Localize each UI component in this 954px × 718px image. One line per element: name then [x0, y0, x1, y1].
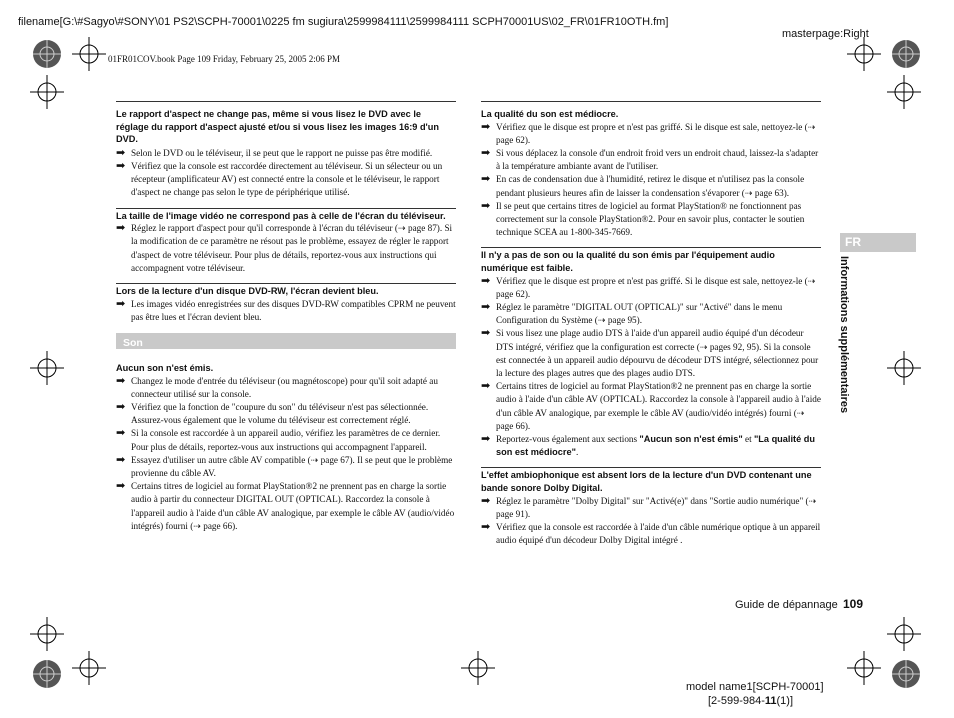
arrow-icon: ➡: [116, 401, 126, 413]
bullet-item: [116, 427, 456, 453]
filename-line: filename[G:\#Sagyo\#SONY\01 PS2\SCPH-70001\0225 fm sugiura\2599984111\2599984111 SCPH70001US\02_FR\01FR10OTH.fm]: [18, 16, 669, 28]
arrow-icon: ➡: [481, 380, 491, 393]
section-rule: [116, 101, 456, 102]
arrow-icon: ➡: [481, 494, 491, 507]
bullet-item: [116, 160, 456, 200]
section-bar-son: [116, 333, 456, 349]
bullet-item: [481, 521, 821, 547]
bullet-text: Essayez d'utiliser un autre câble AV compatible (⇢ page 67). Il se peut que le problème provienne du câble AV.: [131, 454, 453, 479]
page-number: 109: [843, 597, 864, 611]
left-column: [116, 101, 456, 533]
section-heading: Le rapport d'aspect ne change pas, même si vous lisez le DVD avec le réglage du rapport d'aspect ajusté et/ou si vous lisez les images 16:9 d'un DVD.: [116, 109, 439, 145]
bullet-item: [481, 301, 821, 327]
bullet-text: Vérifiez que la console est raccordée à l'aide d'un câble numérique optique à un appareil audio équipé d'un décodeur Dolby Digital intégré .: [496, 522, 821, 546]
bullet-text: Vérifiez que la console est raccordée directement au téléviseur. Si un sélecteur ou un récepteur (amplificateur AV) est connecté entre la console et le téléviseur, le rapport d'aspect ne change pas selon le type de périphérique utilisé.: [131, 160, 443, 198]
arrow-icon: ➡: [116, 453, 126, 466]
bullet-text: Si vous lisez une plage audio DTS à l'aide d'un appareil audio équipé d'un décodeur DTS intégré, vérifiez que la configuration est correcte (⇢ pages 92, 95). Si la console est connectée à un appareil audio dépourvu de décodeur DTS intégré, sélectionnez pour la lecture des plages autres que des plages audio DTS.: [496, 328, 819, 379]
bullet-text: Certains titres de logiciel au format PlayStation®2 ne prennent pas en charge la sortie audio à l'aide d'un câble AV (OPTICAL). Raccordez la console à l'appareil audio à l'aide d'un câble AV analogique, par exemple le câble AV (audio/vidéo intégrés) fourni (⇢ page 66).: [496, 381, 821, 431]
section-heading: Lors de la lecture d'un disque DVD-RW, l'écran devient bleu.: [116, 286, 379, 296]
bullet-item: [481, 433, 821, 459]
arrow-icon: ➡: [481, 327, 491, 340]
section-rule: [116, 208, 456, 209]
bullet-text: Si la console est raccordée à un appareil audio, vérifiez les paramètres de ce dernier. Pour plus de détails, reportez-vous aux instructions qui accompagnent l'appareil.: [131, 428, 441, 452]
arrow-icon: ➡: [116, 427, 126, 440]
bullet-text: En cas de condensation due à l'humidité, retirez le disque et n'utilisez pas la console pendant plusieurs heures afin de laisser la condensation s'évaporer (⇢ page 63).: [496, 174, 805, 198]
page-ref-icon: ⇢: [397, 223, 406, 234]
masterpage-label: masterpage:Right: [782, 28, 869, 40]
bullet-text: Vérifiez que le disque est propre et n'est pas griffé. Si le disque est sale, nettoyez-le (⇢ page 62).: [496, 275, 816, 299]
bullet-text: Vérifiez que le disque est propre et n'est pas griffé. Si le disque est sale, nettoyez-le (⇢ page 62).: [496, 121, 816, 145]
halftone-target-bl: [33, 660, 61, 688]
bullet-item: [116, 454, 456, 480]
bullet-text: Si vous déplacez la console d'un endroit froid vers un endroit chaud, laissez-la s'adapter à la température ambiante avant de l'utiliser.: [496, 148, 819, 172]
bullet-item: [481, 200, 821, 240]
bullet-item: [481, 275, 821, 301]
section-rule: [481, 101, 821, 102]
right-column: [481, 101, 821, 547]
arrow-icon: ➡: [481, 147, 491, 159]
bullet-item: [116, 401, 456, 427]
section-heading: La qualité du son est médiocre.: [481, 109, 619, 119]
arrow-icon: ➡: [481, 521, 491, 534]
bullet-text: Vérifiez que la fonction de "coupure du son" du téléviseur n'est pas sélectionnée. Assurez-vous également que le volume du téléviseur est correctement réglé.: [131, 402, 429, 426]
page-ref-icon: ⇢: [744, 187, 753, 198]
side-section-text: Informations supplémentaires: [838, 256, 850, 414]
book-info-line: 01FR01COV.book Page 109 Friday, February 25, 2005 2:06 PM: [108, 54, 341, 64]
arrow-icon: ➡: [116, 222, 126, 235]
bullet-item: [116, 222, 456, 275]
section-rule: [481, 247, 821, 248]
bullet-text: Réglez le rapport d'aspect pour qu'il corresponde à l'écran du téléviseur (⇢ page 87). Si la modification de ce paramètre ne résout pas le problème, essayez de régler le rapport d'aspect de votre téléviseur. Pour plus de détails, reportez-vous aux instructions qui accompagnent votre téléviseur.: [131, 223, 453, 273]
footer-section-name: Guide de dépannage: [735, 599, 838, 611]
page-ref-icon: ⇢: [310, 454, 319, 465]
crosshair-mark-tr-b: [887, 75, 921, 109]
crosshair-mark-tl-a: [30, 75, 64, 109]
bullet-text: Selon le DVD ou le téléviseur, il se peut que le rapport ne puisse pas être modifié.: [131, 147, 433, 158]
cross-reference-link[interactable]: "La qualité du son est médiocre": [496, 434, 815, 458]
arrow-icon: ➡: [481, 433, 491, 446]
crosshair-mark-bl-a: [30, 617, 64, 651]
arrow-icon: ➡: [481, 199, 491, 212]
section-heading: La taille de l'image vidéo ne correspond pas à celle de l'écran du téléviseur.: [116, 210, 446, 221]
page-ref-icon: ⇢: [807, 275, 816, 286]
arrow-icon: ➡: [116, 297, 126, 310]
crosshair-mark-br-a: [847, 651, 881, 685]
bullet-text: Certains titres de logiciel au format PlayStation®2 ne prennent pas en charge la sortie audio à partir du connecteur DIGITAL OUT (OPTICAL). Raccordez la console à l'appareil audio à l'aide d'un câble AV analogique, par exemple le câble AV (audio/vidéo intégrés) fourni (⇢ page 66).: [131, 481, 455, 531]
section-heading: Il n'y a pas de son ou la qualité du son émis par l'équipement audio numérique est faible.: [481, 250, 775, 274]
arrow-icon: ➡: [481, 120, 491, 133]
arrow-icon: ➡: [481, 274, 491, 287]
halftone-target-tr: [892, 40, 920, 68]
model-code-line: [2-599-984-11(1)]: [708, 695, 794, 707]
page-ref-icon: ⇢: [193, 520, 201, 531]
page-ref-icon: ⇢: [808, 495, 817, 506]
model-name-line: model name1[SCPH-70001]: [686, 681, 824, 693]
crosshair-mark-br-b: [887, 617, 921, 651]
crosshair-mark-tr-a: [847, 37, 881, 71]
bullet-item: [116, 298, 456, 324]
crosshair-mark-tl-b: [72, 37, 106, 71]
page-ref-icon: ⇢: [597, 315, 606, 326]
section-rule: [116, 283, 456, 284]
bullet-item: [481, 380, 821, 433]
bullet-item: [116, 480, 456, 533]
arrow-icon: ➡: [116, 374, 126, 387]
section-rule: [481, 467, 821, 468]
bullet-item: [481, 327, 821, 380]
bullet-item: [116, 375, 456, 401]
arrow-icon: ➡: [481, 301, 491, 314]
crosshair-mark-bc: [461, 651, 495, 685]
side-section-label: [836, 256, 854, 436]
section-heading: L'effet ambiophonique est absent lors de la lecture d'un DVD contenant une bande sonore Dolby Digital.: [481, 470, 812, 494]
bullet-text: Il se peut que certains titres de logiciel au format PlayStation® ne fonctionnent pas correctement sur la console PlayStation®2. Pour en savoir plus, contacter le soutien technique SCEA au 1-800-345-7669.: [496, 200, 805, 238]
halftone-target-br: [892, 660, 920, 688]
section-bar-title: Son: [123, 337, 143, 349]
language-tab: [840, 233, 916, 252]
page-ref-icon: ⇢: [807, 121, 816, 132]
bullet-item: [481, 121, 821, 147]
bullet-text: Réglez le paramètre "DIGITAL OUT (OPTICAL)" sur "Activé" dans le menu Configuration du Système (⇢ page 95).: [496, 302, 783, 326]
bullet-text: Réglez le paramètre "Dolby Digital" sur "Activé(e)" dans "Sortie audio numérique" (⇢ page 91).: [496, 495, 817, 519]
bullet-item: [481, 147, 821, 173]
bullet-text: Reportez-vous également aux sections "Aucun son n'est émis" et "La qualité du son est médiocre".: [496, 434, 815, 458]
cross-reference-link[interactable]: "Aucun son n'est émis": [639, 434, 743, 445]
crosshair-mark-ml: [30, 351, 64, 385]
arrow-icon: ➡: [116, 146, 126, 159]
bullet-text: Changez le mode d'entrée du téléviseur (ou magnétoscope) pour qu'il soit adapté au connecteur utilisé sur la console.: [131, 375, 438, 399]
halftone-target-tl: [33, 40, 61, 68]
crosshair-mark-bl-b: [72, 651, 106, 685]
bullet-item: [481, 495, 821, 521]
bullet-item: [481, 173, 821, 199]
arrow-icon: ➡: [116, 480, 126, 493]
language-tab-label: FR: [845, 235, 861, 249]
section-heading: Aucun son n'est émis.: [116, 363, 214, 373]
arrow-icon: ➡: [481, 173, 491, 186]
bullet-text: Les images vidéo enregistrées sur des disques DVD-RW compatibles CPRM ne peuvent pas être lues et l'écran devient bleu.: [131, 298, 456, 322]
page-ref-icon: ⇢: [699, 341, 708, 352]
arrow-icon: ➡: [116, 159, 126, 172]
page-ref-icon: ⇢: [796, 407, 805, 418]
crosshair-mark-mr: [887, 351, 921, 385]
bullet-item: [116, 147, 456, 160]
